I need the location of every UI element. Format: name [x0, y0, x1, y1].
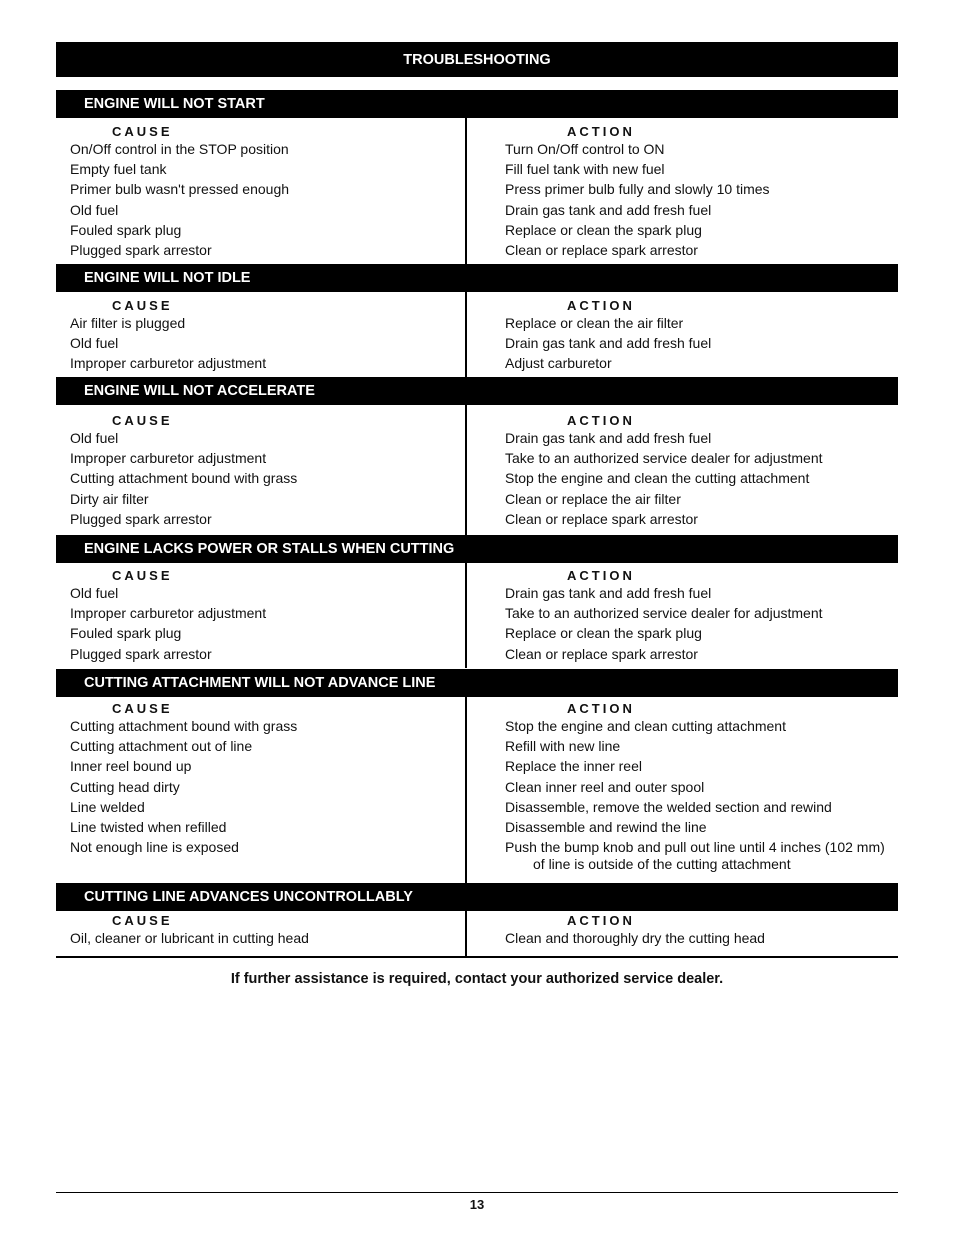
- cause-item: Cutting head dirty: [70, 778, 180, 795]
- cause-item: Old fuel: [70, 201, 119, 218]
- action-item: Adjust carburetor: [505, 355, 612, 372]
- section-cutting-attachment-will-not-advance: [56, 669, 898, 883]
- section-engine-will-not-accelerate: [56, 377, 898, 536]
- cause-column: [70, 701, 450, 857]
- cause-heading: CAUSE: [112, 413, 173, 428]
- action-item: Drain gas tank and add fresh fuel: [505, 335, 712, 352]
- cause-item: Dirty air filter: [70, 490, 149, 507]
- action-item: Clean or replace spark arrestor: [505, 242, 698, 259]
- cause-item: Line welded: [70, 798, 145, 815]
- footer-note: If further assistance is required, contact your authorized service dealer.: [230, 971, 724, 987]
- action-item: Replace or clean the spark plug: [505, 221, 702, 238]
- cause-item: Not enough line is exposed: [70, 839, 239, 856]
- action-heading: ACTION: [567, 298, 635, 313]
- action-column: [505, 413, 895, 529]
- action-item: [505, 837, 895, 873]
- cause-item: On/Off control in the STOP position: [70, 141, 289, 157]
- action-item: Replace the inner reel: [505, 758, 642, 775]
- footer-rule: [56, 1192, 898, 1193]
- cause-heading: CAUSE: [112, 913, 173, 928]
- cause-item: Oil, cleaner or lubricant in cutting head: [70, 930, 309, 946]
- cause-item: Cutting attachment out of line: [70, 738, 253, 755]
- section-header: CUTTING ATTACHMENT WILL NOT ADVANCE LINE: [56, 669, 898, 697]
- column-divider: [465, 697, 467, 883]
- page-number: 13: [469, 1197, 485, 1212]
- cause-item: Air filter is plugged: [70, 315, 186, 331]
- action-item: Drain gas tank and add fresh fuel: [505, 430, 712, 446]
- cause-column: [70, 913, 450, 948]
- cause-item: Fouled spark plug: [70, 221, 182, 238]
- cause-item: Empty fuel tank: [70, 161, 167, 178]
- cause-item: Old fuel: [70, 335, 119, 352]
- column-divider: [465, 405, 467, 536]
- cause-item: Primer bulb wasn't pressed enough: [70, 181, 290, 198]
- section-header: ENGINE WILL NOT START: [56, 90, 898, 118]
- section-header: ENGINE LACKS POWER OR STALLS WHEN CUTTING: [56, 535, 898, 563]
- action-item: Drain gas tank and add fresh fuel: [505, 585, 712, 601]
- cause-item: Old fuel: [70, 430, 119, 446]
- action-item: Stop the engine and clean cutting attachment: [505, 718, 786, 734]
- action-heading: ACTION: [567, 913, 635, 928]
- action-item-line: Push the bump knob and pull out line until 4 inches (102 mm): [505, 839, 885, 856]
- cause-heading: CAUSE: [112, 298, 173, 313]
- action-item: Take to an authorized service dealer for adjustment: [505, 450, 823, 467]
- action-column: [505, 298, 895, 374]
- action-item: Replace or clean the air filter: [505, 315, 684, 331]
- cause-item: Old fuel: [70, 585, 119, 601]
- cause-column: [70, 298, 450, 374]
- cause-heading: CAUSE: [112, 124, 173, 139]
- action-item: Refill with new line: [505, 738, 621, 755]
- cause-item: Fouled spark plug: [70, 625, 182, 642]
- column-divider: [465, 292, 467, 377]
- action-item: Clean and thoroughly dry the cutting head: [505, 930, 765, 946]
- cause-item: Line twisted when refilled: [70, 819, 227, 836]
- action-column: [505, 124, 895, 260]
- cause-item: Improper carburetor adjustment: [70, 605, 267, 622]
- cause-heading: CAUSE: [112, 701, 173, 716]
- cause-item: Cutting attachment bound with grass: [70, 470, 298, 487]
- cause-item: Improper carburetor adjustment: [70, 355, 267, 372]
- action-item: Clean inner reel and outer spool: [505, 778, 705, 795]
- section-cutting-line-advances-uncontrollably: [56, 883, 898, 956]
- action-heading: ACTION: [567, 124, 635, 139]
- column-divider: [465, 911, 467, 956]
- action-item: Drain gas tank and add fresh fuel: [505, 201, 712, 218]
- action-item: Disassemble and rewind the line: [505, 819, 707, 836]
- section-engine-will-not-idle: [56, 264, 898, 377]
- action-heading: ACTION: [567, 413, 635, 428]
- action-item: Fill fuel tank with new fuel: [505, 161, 665, 178]
- section-engine-lacks-power: [56, 535, 898, 668]
- action-column: [505, 568, 895, 664]
- action-heading: ACTION: [567, 568, 635, 583]
- cause-column: [70, 124, 450, 260]
- action-heading: ACTION: [567, 701, 635, 716]
- action-item: Replace or clean the spark plug: [505, 625, 702, 642]
- section-header: ENGINE WILL NOT IDLE: [56, 264, 898, 292]
- action-item-continuation: of line is outside of the cutting attachment: [533, 856, 791, 873]
- page-title: TROUBLESHOOTING: [56, 42, 898, 77]
- cause-item: Improper carburetor adjustment: [70, 450, 267, 467]
- cause-column: [70, 413, 450, 529]
- section-header: ENGINE WILL NOT ACCELERATE: [56, 377, 898, 405]
- action-item: Press primer bulb fully and slowly 10 times: [505, 181, 770, 198]
- action-item: Stop the engine and clean the cutting attachment: [505, 470, 810, 487]
- action-column: [505, 913, 895, 948]
- action-column: [505, 701, 895, 873]
- action-item: Clean or replace the air filter: [505, 490, 681, 507]
- column-divider: [465, 118, 467, 264]
- column-divider: [465, 563, 467, 668]
- cause-item: Cutting attachment bound with grass: [70, 718, 298, 734]
- cause-item: Plugged spark arrestor: [70, 645, 212, 662]
- section-header: CUTTING LINE ADVANCES UNCONTROLLABLY: [56, 883, 898, 911]
- section-engine-will-not-start: [56, 90, 898, 264]
- table-bottom-rule: [56, 956, 898, 958]
- cause-heading: CAUSE: [112, 568, 173, 583]
- cause-column: [70, 568, 450, 664]
- action-item: Turn On/Off control to ON: [505, 141, 665, 157]
- action-item: Clean or replace spark arrestor: [505, 645, 698, 662]
- cause-item: Plugged spark arrestor: [70, 510, 212, 527]
- cause-item: Inner reel bound up: [70, 758, 192, 775]
- action-item: Disassemble, remove the welded section and rewind: [505, 798, 832, 815]
- action-item: Take to an authorized service dealer for adjustment: [505, 605, 823, 622]
- action-item: Clean or replace spark arrestor: [505, 510, 698, 527]
- cause-item: Plugged spark arrestor: [70, 242, 212, 259]
